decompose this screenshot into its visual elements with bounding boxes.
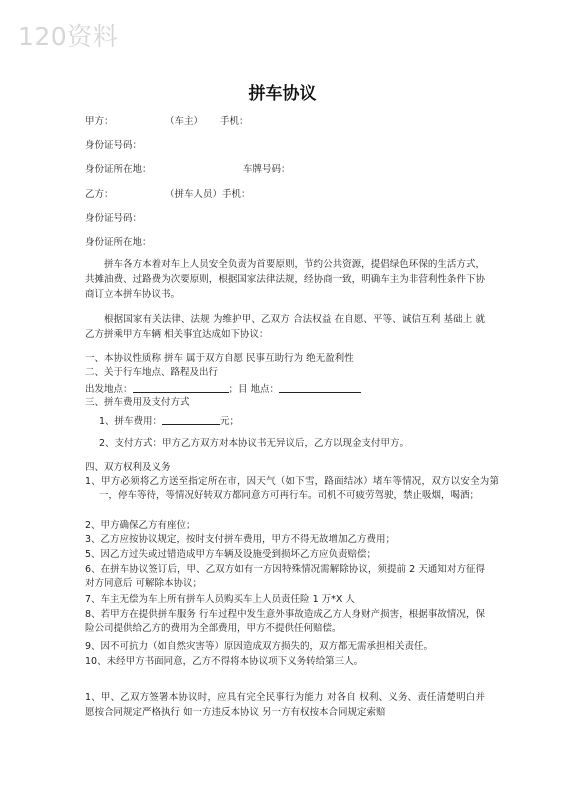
duty-item: 5、因乙方过失或过错造成甲方车辆及设施受到损坏乙方应负责赔偿； bbox=[85, 549, 377, 560]
duty-item: 9、因不可抗力（如自然灾害等）原因造成双方损失的，双方都无需承担相关责任。 bbox=[85, 641, 434, 652]
duty-item: 10、未经甲方书面同意，乙方不得将本协议项下义务转给第三人。 bbox=[85, 656, 364, 667]
watermark: 120资料 bbox=[18, 22, 119, 51]
duty-item: 1、甲方必须将乙方送至指定所在市，因天气（如下雪，路面结冰）堵车等情况，双方以安全为第一，停车等待，等情况好转双方都同意方可再行车。司机不可疲劳驾驶，禁止吸烟，喝酒； bbox=[85, 476, 499, 501]
party-a-plate-label: 车牌号码： bbox=[243, 164, 291, 175]
duty-item: 3、乙方应按协议规定，按时支付拼车费用，甲方不得无故增加乙方费用； bbox=[85, 534, 396, 545]
party-b-id-address-label: 身份证所在地： bbox=[85, 237, 152, 248]
fee-line bbox=[99, 414, 239, 428]
party-b-label: 乙方： bbox=[85, 189, 114, 200]
duty-item: 6、在拼车协议签订后，甲、乙双方如有一方因特殊情况需解除协议，须提前 2 天通知对方征得对方同意后 可解除本协议； bbox=[85, 564, 485, 589]
page-title: 拼车协议 bbox=[248, 84, 317, 104]
section-4-heading: 四、双方权利及义务 bbox=[85, 462, 171, 473]
party-a-label: 甲方： bbox=[85, 116, 114, 127]
closing-clause: 1、甲、乙双方签署本协议时，应具有完全民事行为能力 对各自 权利、义务、责任清楚明白并愿按合同规定严格执行 如一方违反本协议 另一方有权按本合同规定索赔 bbox=[85, 692, 485, 718]
departure-label: 出发地点： bbox=[85, 384, 133, 395]
section-3-heading: 三、拼车费用及支付方式 bbox=[85, 397, 190, 408]
fee-unit: 元； bbox=[220, 416, 240, 427]
route-line bbox=[85, 382, 361, 396]
duty-item: 7、车主无偿为车上所有拼车人员购买车上人员责任险 1 万*X 人 bbox=[85, 594, 355, 605]
party-a-id-label: 身份证号码： bbox=[85, 140, 143, 151]
party-b-phone-label: 手机： bbox=[222, 189, 251, 200]
section-1-heading: 一、本协议性质称 拼车 属于双方自愿 民事互助行为 绝无盈利性 bbox=[85, 353, 354, 364]
duty-item: 2、甲方确保乙方有座位； bbox=[85, 520, 196, 531]
legal-basis-paragraph: 根据国家有关法律、法规 为维护甲、乙双方 合法权益 在自愿、平等、诚信互利 基础上 就乙方拼乘甲方车辆 相关事宜达成如下协议： bbox=[85, 314, 485, 340]
destination-label: ；目 地点： bbox=[228, 384, 280, 395]
party-b-role: （拼车人员） bbox=[165, 189, 223, 200]
duty-item: 8、若甲方在提供拼车服务 行车过程中发生意外事故造成乙方人身财产损害，根据事故情况，保险公司提供给乙方的费用为全部费用，甲方不提供任何赔偿。 bbox=[85, 609, 485, 634]
party-b-id-label: 身份证号码： bbox=[85, 213, 143, 224]
party-a-role: （车主） bbox=[165, 116, 204, 127]
fee-blank bbox=[162, 414, 220, 425]
intro-paragraph: 拼车各方本着对车上人员安全负责为首要原则，节约公共资源，提倡绿色环保的生活方式，共摊油费、过路费为次要原则，根据国家法律法规，经协商一致，明确车主为非营利性条件下协商订立本拼车协议书。 bbox=[85, 259, 485, 300]
fee-label: 1、拼车费用： bbox=[99, 416, 163, 427]
party-a-phone-label: 手机： bbox=[220, 116, 249, 127]
departure-blank bbox=[133, 382, 229, 393]
payment-method: 2、支付方式：甲方乙方双方对本协议书无异议后，乙方以现金支付甲方。 bbox=[99, 438, 410, 449]
section-2-heading: 二、关于行车地点、路程及出行 bbox=[85, 367, 219, 378]
party-a-id-address-label: 身份证所在地： bbox=[85, 164, 152, 175]
destination-blank bbox=[279, 382, 361, 393]
